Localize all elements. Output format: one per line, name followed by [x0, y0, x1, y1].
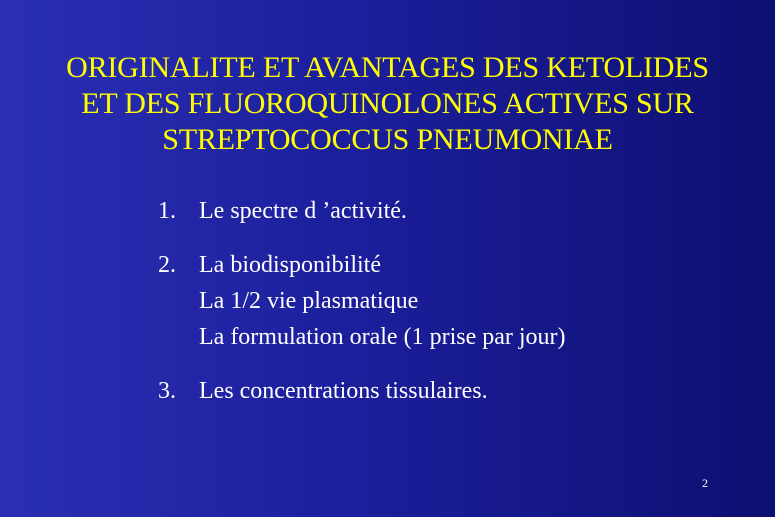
slide-title-line-1: ORIGINALITE ET AVANTAGES DES KETOLIDES [66, 51, 709, 84]
list-item-1-number: 1. [158, 198, 176, 224]
slide-title [18, 50, 757, 158]
slide-title-line-3: STREPTOCOCCUS PNEUMONIAE [162, 123, 613, 156]
numbered-list [158, 193, 758, 409]
list-item-1-text: Le spectre d ’activité. [199, 198, 407, 224]
list-item-2-line-2: La 1/2 vie plasmatique [199, 288, 419, 314]
slide-title-line-2: ET DES FLUOROQUINOLONES ACTIVES SUR [81, 87, 694, 120]
list-item-3-text: Les concentrations tissulaires. [199, 378, 488, 404]
list-item-3 [158, 373, 758, 409]
page-number: 2 [702, 476, 708, 490]
list-item-2-number: 2. [158, 252, 176, 278]
list-item-2-line-1: La biodisponibilité [199, 252, 381, 278]
list-item-2 [158, 247, 758, 355]
list-item-2-line-3: La formulation orale (1 prise par jour) [199, 324, 566, 350]
list-item-3-number: 3. [158, 378, 176, 404]
list-item-1 [158, 193, 758, 229]
